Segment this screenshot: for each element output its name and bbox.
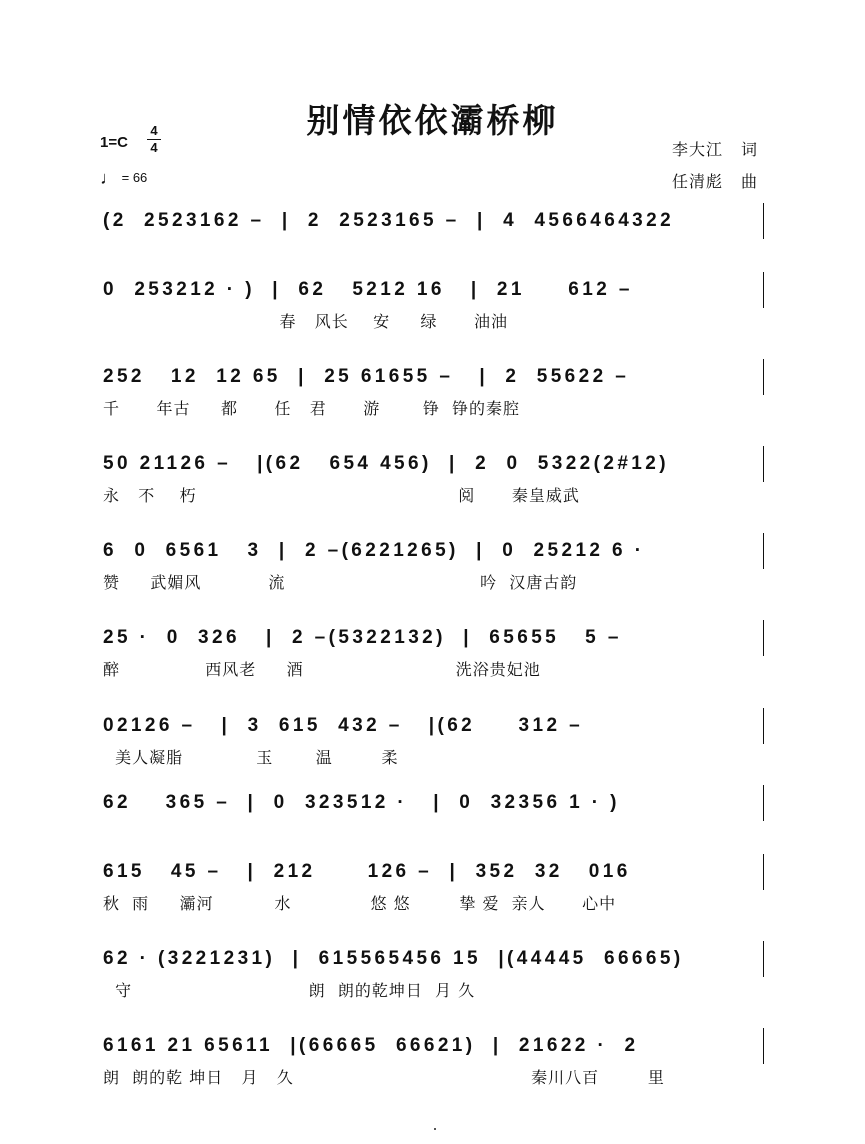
lyrics-line: 赞 武媚风 流 吟 汉唐古韵 [103,573,578,592]
end-barline [763,1028,764,1064]
composer-credit [672,169,758,192]
end-barline [763,446,764,482]
end-barline [763,620,764,656]
notation-line: 0 253212 · ) | 62 5212 16 | 21 612 – [103,279,633,300]
lyrics-line: 守 朗 朗的乾坤日 月 久 [103,981,476,1000]
lyrics-line: 永 不 朽 阅 秦皇威武 [103,486,580,505]
notation-line: 615 45 – | 212 126 – | 352 32 016 [103,861,631,882]
notation-line: 6 0 6561 3 | 2 –(6221265) | 0 25212 6 · [103,540,645,561]
notation-line: 252 12 12 65 | 25 61655 – | 2 55622 – [103,366,630,387]
lyrics-line: 朗 朗的乾 坤日 月 久 秦川八百 里 [103,1068,665,1087]
lyrics-line: 醉 西风老 酒 洗浴贵妃池 [103,660,541,679]
lyrics-line: 秋 雨 灞河 水 悠 悠 挚 爱 亲人 心中 [103,894,617,913]
notation-line: 50 21126 – |(62 654 456) | 2 0 5322(2#12) [103,453,669,474]
end-barline [763,854,764,890]
time-signature-bottom: 4 [150,140,158,155]
song-title: 别情依依灞桥柳 [306,101,559,140]
composer-role: 曲 [741,172,759,191]
end-barline [763,785,764,821]
notation-line: 25 · 0 326 | 2 –(5322132) | 65655 5 – [103,627,622,648]
notation-line: 02126 – | 3 615 432 – |(62 312 – [103,715,584,736]
end-barline [763,359,764,395]
time-signature [147,124,161,155]
end-barline [763,708,764,744]
notation-line: (2 2523162 – | 2 2523165 – | 4 4566464322 [103,210,675,231]
tempo-marking [100,168,147,189]
end-barline [763,203,764,239]
quarter-note-icon: ♩ [100,168,118,188]
lyrics-line: 美人凝脂 玉 温 柔 [103,748,399,767]
end-barline [763,533,764,569]
end-barline [763,941,764,977]
notation-line: 62 365 – | 0 323512 · | 0 32356 1 · ) [103,792,620,813]
key-signature: 1=C [100,134,128,151]
composer-name: 任清彪 [672,172,724,191]
lyrics-line: 千 年古 都 任 君 游 铮 铮的秦腔 [103,399,521,418]
lyricist-credit [672,137,758,160]
notation-line: 62 · (3221231) | 615565456 15 |(44445 66665) [103,948,684,969]
notation-line: 6161 21 65611 |(66665 66621) | 21622 · 2 [103,1035,639,1056]
end-barline [763,272,764,308]
tempo-value: = 66 [121,170,148,185]
page-marker [434,1128,436,1130]
time-signature-top: 4 [150,123,158,138]
lyricist-name: 李大江 [672,140,724,159]
lyrics-line: 春 风长 安 绿 油油 [103,312,509,331]
lyricist-role: 词 [741,140,759,159]
